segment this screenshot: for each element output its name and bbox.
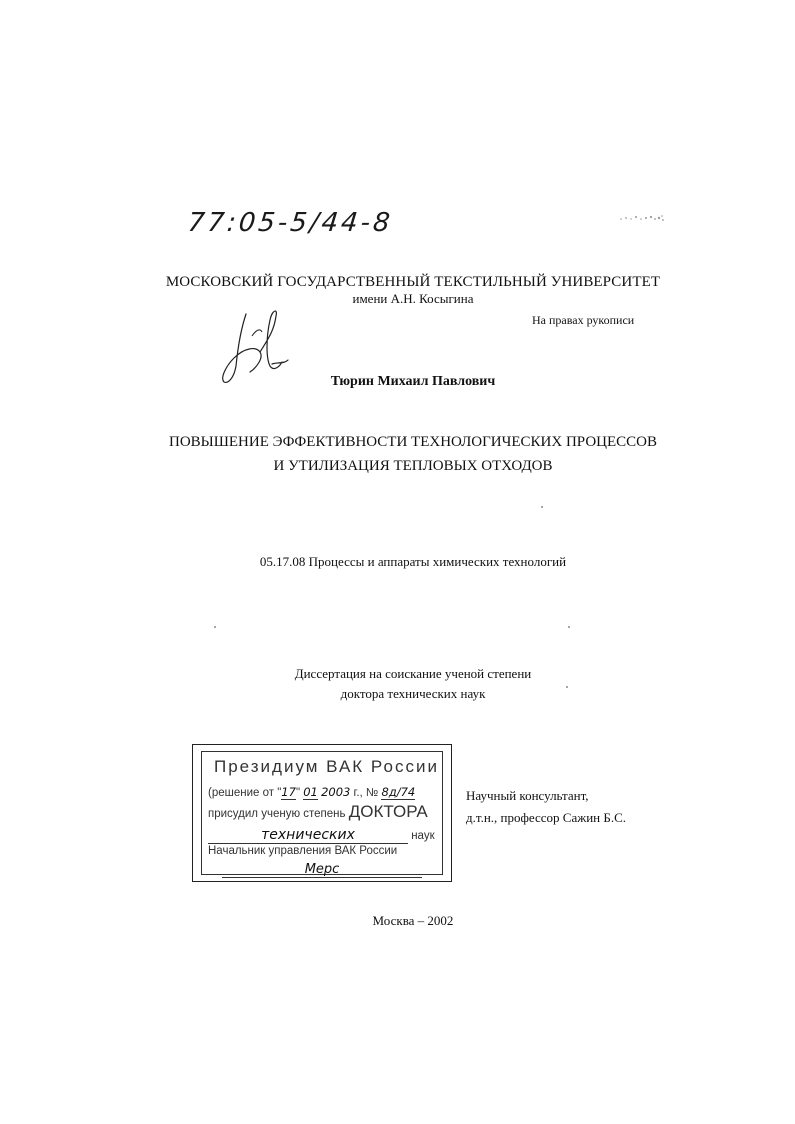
university-name: МОСКОВСКИЙ ГОСУДАРСТВЕННЫЙ ТЕКСТИЛЬНЫЙ УНИВЕРСИТЕТ <box>165 274 661 290</box>
stamp-awarded: присудил ученую степень <box>208 808 346 820</box>
stamp-number: 8д/74 <box>381 785 416 799</box>
dissertation-title-line-1: ПОВЫШЕНИЕ ЭФФЕКТИВНОСТИ ТЕХНОЛОГИЧЕСКИХ ПРОЦЕССОВ <box>168 434 658 450</box>
scientific-consultant <box>466 785 626 829</box>
scan-noise <box>618 212 666 224</box>
stamp-field: технических <box>208 827 408 844</box>
stamp-decision-prefix: (решение от " <box>208 787 282 799</box>
dissertation-purpose-line-2: доктора технических наук <box>340 686 486 701</box>
stamp-signature-line <box>222 862 422 878</box>
dissertation-purpose-line-1: Диссертация на соискание ученой степени <box>294 666 532 681</box>
scan-speck <box>214 626 216 628</box>
stamp-signature: Мерс <box>222 862 422 878</box>
stamp-field-line <box>208 827 435 844</box>
university-subtitle: имени А.Н. Косыгина <box>352 291 474 306</box>
scan-speck <box>566 686 568 688</box>
stamp-year: 2003 <box>321 785 351 799</box>
stamp-award-line <box>208 802 428 822</box>
stamp-decision-mid: г., № <box>353 787 379 799</box>
author-name: Тюрин Михаил Павлович <box>330 374 496 389</box>
stamp-day: 17 <box>281 785 296 799</box>
stamp-chief-line: Начальник управления ВАК России <box>208 845 398 857</box>
consultant-label: Научный консультант, <box>466 788 589 803</box>
vak-approval-stamp <box>192 744 452 882</box>
dissertation-title-line-2: И УТИЛИЗАЦИЯ ТЕПЛОВЫХ ОТХОДОВ <box>273 458 553 474</box>
handwritten-registration-number: 77:05-5/44-8 <box>186 208 395 238</box>
stamp-decision-line: (решение от "17" 01 2003 г., № 8д/74 <box>208 785 416 799</box>
scan-speck <box>568 626 570 628</box>
stamp-title: Президиум ВАК России <box>214 757 439 776</box>
city-year: Москва – 2002 <box>372 913 454 928</box>
stamp-inner-border <box>201 751 443 875</box>
stamp-field-suffix: наук <box>411 830 435 842</box>
scan-speck <box>541 506 543 508</box>
specialty-code: 05.17.08 Процессы и аппараты химических технологий <box>259 554 567 569</box>
consultant-name: д.т.н., профессор Сажин Б.С. <box>466 810 627 825</box>
stamp-degree: ДОКТОРА <box>348 802 428 821</box>
stamp-month: 01 <box>303 785 318 799</box>
rights-notice: На правах рукописи <box>532 313 635 327</box>
